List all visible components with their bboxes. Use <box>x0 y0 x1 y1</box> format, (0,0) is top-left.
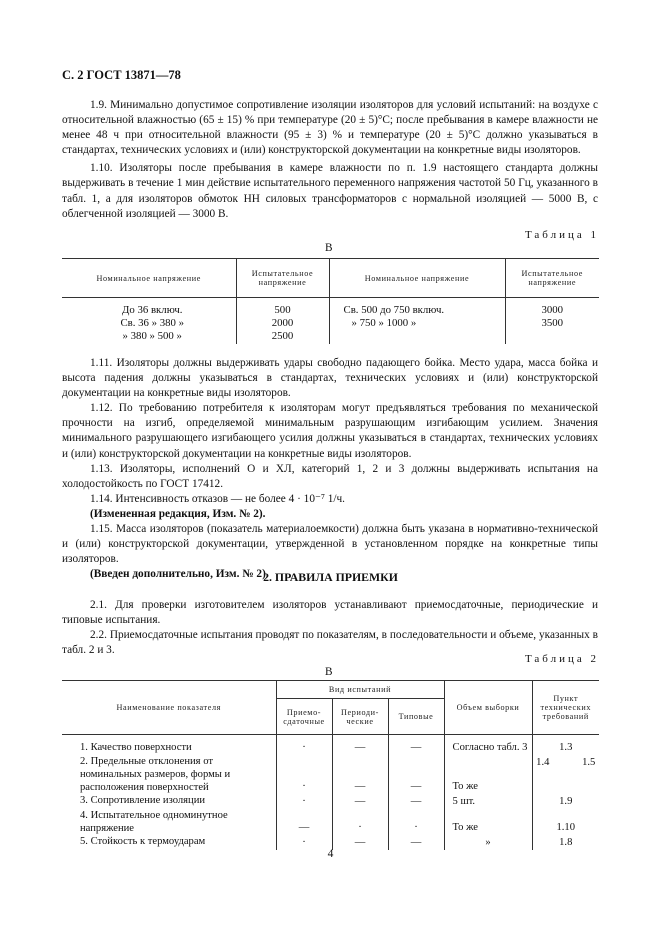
table-row-name: 2. Предельные отклонения от номинальных размеров, формы и расположения поверхностей <box>80 756 231 793</box>
table-row-acc: · <box>276 755 332 794</box>
t1-right-test-cell <box>505 298 599 345</box>
table-row-item: 1.4 1.5 <box>532 755 599 794</box>
page-header: С. 2 ГОСТ 13871—78 <box>62 68 181 82</box>
t2-header-kind: Вид испытаний <box>276 681 444 699</box>
t1-header-nominal-left: Номинальное напряжение <box>62 259 236 298</box>
table-row-acc: · <box>276 735 332 756</box>
table-row-name: 5. Стойкость к термоударам <box>80 836 206 847</box>
table-row-per: — <box>332 794 388 809</box>
table-row-per: — <box>332 735 388 756</box>
t2-header-type: Типовые <box>388 699 444 735</box>
t1-header-test-left: Испытательное напряжение <box>236 259 329 298</box>
paragraph-1-9: 1.9. Минимально допустимое сопротивление изоляции изоляторов для условий испытаний: на воздухе с относительной влажностью (65 ± 15) % при температуре (20 ± 5)°С; после пребывания в камере влажности не менее 48 ч при относительной влажности (95 ± 3) % и температуре (20 ± 5)°С должно указываться в стандартах, технических условиях и (или) конструкторской документации на конкретные виды изоляторов. <box>62 99 598 157</box>
table2-unit: В <box>325 666 333 678</box>
paragraph-1-12: 1.12. По требованию потребителя к изоляторам могут предъявляться требования по механической прочности на изгиб, определяемой минимальным разрушающим изгибающим усилием. Значения минимального разрушающего изгибающего усилия должны указываться в стандартах, технических условиях и (или) конструкторской документации на конкретные виды изоляторов. <box>62 402 598 460</box>
page-number: 4 <box>327 848 334 860</box>
table-row-vol: 5 шт. <box>444 794 532 809</box>
table1-unit: В <box>325 242 333 254</box>
t1-right-nominal: » 750 » 1000 » <box>351 317 417 329</box>
table-row-type: — <box>388 794 444 809</box>
table-row-vol: То же <box>444 809 532 835</box>
table-row-item: 1.8 <box>532 835 599 850</box>
table-row-acc: — <box>276 809 332 835</box>
paragraph-1-13: 1.13. Изоляторы, исполнений О и ХЛ, категорий 1, 2 и 3 должны выдерживать испытания на холодостойкость по ГОСТ 17412. <box>62 462 598 490</box>
table-row-per: — <box>332 835 388 850</box>
table-1 <box>62 258 599 344</box>
paragraph-2-2: 2.2. Приемосдаточные испытания проводят по показателям, в последовательности и объеме, указанных в табл. 2 и 3. <box>62 629 598 657</box>
t2-header-periodic: Периоди-ческие <box>332 699 388 735</box>
table-row-name: 4. Испытательное одноминутное напряжение <box>80 810 228 834</box>
text-block-3 <box>62 598 598 658</box>
t1-left-test: 500 <box>274 304 291 316</box>
t1-left-nominal: До 36 включ. <box>122 304 183 316</box>
table-row-type: — <box>388 735 444 756</box>
t1-left-test-cell <box>236 298 329 345</box>
table-row-type: · <box>388 809 444 835</box>
text-block-2 <box>62 356 598 582</box>
paragraph-2-1: 2.1. Для проверки изготовителем изоляторов устанавливают приемосдаточные, периодические и типовые испытания. <box>62 599 598 627</box>
paragraph-1-10: 1.10. Изоляторы после пребывания в камере влажности по п. 1.9 настоящего стандарта должны выдерживать в течение 1 мин действие испытательного переменного напряжения частотой 50 Гц, указанного в табл. 1, а для изоляторов обмоток НН силовых трансформаторов с нормальной изоляцией — 5000 В, с облегченной изоляцией — 3000 В. <box>62 162 598 220</box>
table-row-type: — <box>388 835 444 850</box>
table-row-per: · <box>332 809 388 835</box>
amendment-note-1: (Измененная редакция, Изм. № 2). <box>90 507 266 520</box>
t2-header-item: Пункт технических требований <box>532 681 599 735</box>
table2-caption: Таблица 2 <box>524 653 599 665</box>
amendment-note-2: (Введен дополнительно, Изм. № 2). <box>90 568 269 581</box>
t1-right-nominal: Св. 500 до 750 включ. <box>343 304 445 316</box>
table-row-item: 1.3 <box>532 735 599 756</box>
t1-left-test: 2500 <box>271 330 294 342</box>
t1-right-nominal-cell <box>329 298 505 345</box>
t1-right-test: 3500 <box>541 317 564 329</box>
paragraph-1-14: 1.14. Интенсивность отказов — не более 4 · 10⁻⁷ 1/ч. <box>90 492 346 505</box>
table-row-vol: Согласно табл. 3 <box>444 735 532 756</box>
table-row-acc: · <box>276 835 332 850</box>
table-row-name: 3. Сопротивление изоляции <box>80 795 206 806</box>
table-row-vol: То же <box>444 755 532 794</box>
table-row-per: — <box>332 755 388 794</box>
paragraph-1-11: 1.11. Изоляторы должны выдерживать удары свободно падающего бойка. Место удара, масса бойка и высота падения должны указываться в стандартах, технических условиях и (или) конструкторской документации на конкретные виды изоляторов. <box>62 357 598 400</box>
t1-header-test-right: Испытательное напряжение <box>505 259 599 298</box>
t1-right-test: 3000 <box>541 304 564 316</box>
t2-header-acceptance: Приемо-сдаточные <box>276 699 332 735</box>
table-row-item: 1.9 <box>532 794 599 809</box>
table-row-name: 1. Качество поверхности <box>80 742 192 753</box>
t1-left-nominal: Св. 36 » 380 » <box>120 317 185 329</box>
table-row-acc: · <box>276 794 332 809</box>
t1-header-nominal-right: Номинальное напряжение <box>329 259 505 298</box>
table1-caption: Таблица 1 <box>524 229 599 241</box>
section-heading: 2. ПРАВИЛА ПРИЕМКИ <box>263 570 398 584</box>
table-row-item: 1.10 <box>532 809 599 835</box>
paragraph-1-15: 1.15. Масса изоляторов (показатель материалоемкости) должна быть указана в нормативно-технической и (или) конструкторской документации, утвержденной в установленном порядке на конкретные типы изоляторов. <box>62 523 598 566</box>
table-row-type: — <box>388 755 444 794</box>
table-row-vol: » <box>444 835 532 850</box>
t2-header-volume: Объем выборки <box>444 681 532 735</box>
t2-header-name: Наименование показателя <box>62 681 276 735</box>
text-block-1 <box>62 98 598 222</box>
t1-left-test: 2000 <box>271 317 294 329</box>
t1-left-nominal: » 380 » 500 » <box>122 330 182 342</box>
table-2 <box>62 680 599 850</box>
t1-left-nominal-cell <box>62 298 236 345</box>
